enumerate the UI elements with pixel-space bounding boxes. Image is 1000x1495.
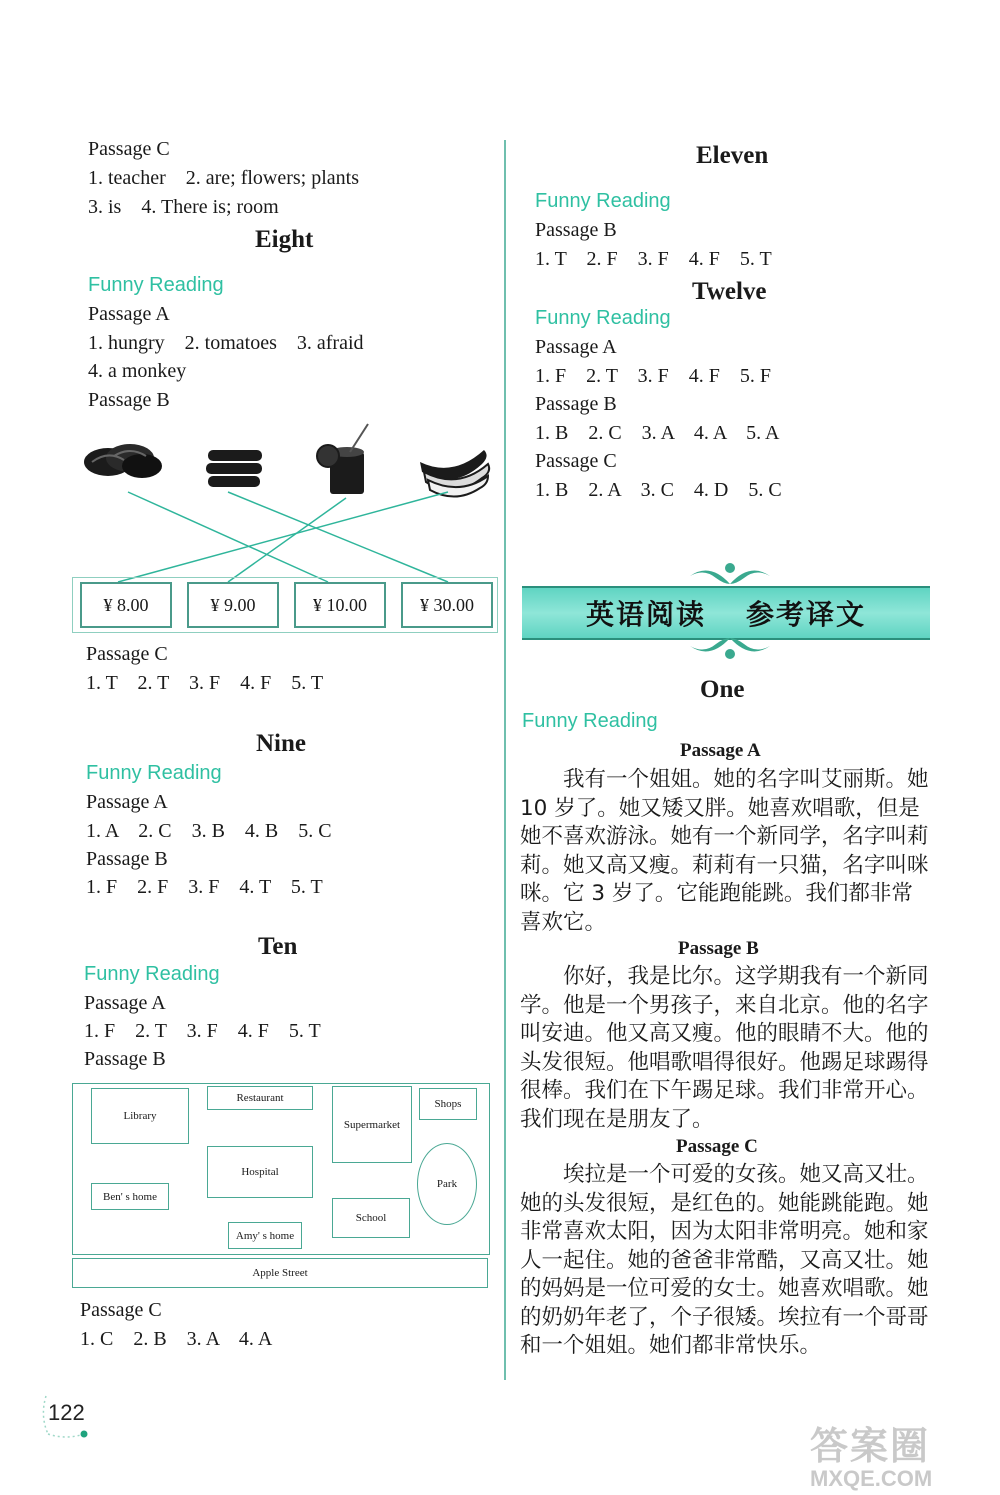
map-supermarket: Supermarket bbox=[332, 1086, 412, 1163]
funny-reading-label: Funny Reading bbox=[535, 307, 671, 329]
banner-right-text: 参考译文 bbox=[746, 598, 867, 631]
ten-passage-c-label: Passage C bbox=[80, 1299, 162, 1321]
translation-passage-c-title: Passage C bbox=[676, 1136, 758, 1157]
funny-reading-label: Funny Reading bbox=[86, 762, 222, 784]
map-apple-street: Apple Street bbox=[72, 1258, 488, 1288]
map-shops: Shops bbox=[419, 1088, 477, 1120]
twelve-passage-b-answers: 1. B 2. C 3. A 4. A 5. A bbox=[535, 422, 780, 444]
unit-heading-one: One bbox=[700, 676, 745, 703]
funny-reading-label: Funny Reading bbox=[522, 710, 658, 732]
seven-passage-c-line1: 1. teacher 2. are; flowers; plants bbox=[88, 167, 360, 189]
price-box-2: ¥ 9.00 bbox=[187, 582, 279, 628]
nine-passage-a-label: Passage A bbox=[86, 791, 168, 813]
price-box-4: ¥ 30.00 bbox=[401, 582, 493, 628]
twelve-passage-b-label: Passage B bbox=[535, 393, 617, 415]
twelve-passage-a-label: Passage A bbox=[535, 336, 617, 358]
match-line bbox=[228, 492, 448, 582]
translation-passage-a-title: Passage A bbox=[680, 740, 761, 761]
ten-passage-a-label: Passage A bbox=[84, 992, 166, 1014]
eight-passage-b-label: Passage B bbox=[88, 389, 170, 411]
watermark-bottom: MXQE.COM bbox=[810, 1466, 933, 1491]
map-restaurant: Restaurant bbox=[207, 1086, 313, 1110]
page-number: 122 bbox=[48, 1400, 85, 1425]
ornament-top-icon bbox=[680, 558, 780, 588]
column-divider bbox=[504, 140, 506, 1380]
eight-passage-c-answers: 1. T 2. T 3. F 4. F 5. T bbox=[86, 672, 324, 694]
translation-passage-a-text: 我有一个姐姐。她的名字叫艾丽斯。她 10 岁了。她又矮又胖。她喜欢唱歌，但是她不喜欢游泳。她有一个新同学，名字叫莉莉。她又高又瘦。莉莉有一只猫，名字叫咪咪。它 3 岁了。它能跑能跳。我们都非常喜欢它。 bbox=[520, 767, 929, 935]
eight-passage-a-line2: 4. a monkey bbox=[88, 360, 187, 382]
translation-passage-b-text: 你好，我是比尔。这学期我有一个新同学。他是一个男孩子，来自北京。他的名字叫安迪。他又高又瘦。他的眼睛不大。他的头发很短。他唱歌唱得很好。他踢足球踢得很棒。我们在下午踢足球。我们非常开心。我们现在是朋友了。 bbox=[520, 964, 929, 1132]
unit-heading-eleven: Eleven bbox=[696, 142, 769, 169]
map-school: School bbox=[332, 1198, 410, 1238]
unit-heading-ten: Ten bbox=[258, 933, 298, 960]
funny-reading-label: Funny Reading bbox=[84, 963, 220, 985]
eight-passage-a-line1: 1. hungry 2. tomatoes 3. afraid bbox=[88, 332, 364, 354]
funny-reading-label: Funny Reading bbox=[535, 190, 671, 212]
eight-passage-a-label: Passage A bbox=[88, 303, 170, 325]
match-line bbox=[228, 498, 346, 582]
price-box-3: ¥ 10.00 bbox=[294, 582, 386, 628]
ten-passage-a-answers: 1. F 2. T 3. F 4. F 5. T bbox=[84, 1020, 321, 1042]
ornament-bottom-icon bbox=[680, 636, 780, 664]
match-line bbox=[128, 492, 328, 582]
sausages-icon bbox=[206, 450, 262, 487]
translation-passage-b-title: Passage B bbox=[678, 938, 759, 959]
map-library: Library bbox=[91, 1088, 189, 1144]
eleven-passage-b-answers: 1. T 2. F 3. F 4. F 5. T bbox=[535, 248, 772, 270]
unit-heading-twelve: Twelve bbox=[692, 278, 767, 305]
food-matching-diagram bbox=[78, 420, 498, 590]
map-bens-home: Ben' s home bbox=[91, 1183, 169, 1210]
juice-icon bbox=[317, 424, 368, 494]
bananas-icon bbox=[420, 450, 489, 497]
unit-heading-eight: Eight bbox=[255, 226, 314, 253]
match-line bbox=[118, 492, 448, 582]
bread-icon bbox=[84, 444, 162, 478]
ten-passage-c-answers: 1. C 2. B 3. A 4. A bbox=[80, 1328, 273, 1350]
ten-passage-b-label: Passage B bbox=[84, 1048, 166, 1070]
map-park: Park bbox=[417, 1143, 477, 1225]
twelve-passage-c-label: Passage C bbox=[535, 450, 617, 472]
eight-passage-c-label: Passage C bbox=[86, 643, 168, 665]
banner-left-text: 英语阅读 bbox=[585, 598, 706, 631]
eleven-passage-b-label: Passage B bbox=[535, 219, 617, 241]
translation-passage-c-text: 埃拉是一个可爱的女孩。她又高又壮。她的头发很短，是红色的。她能跳能跑。她非常喜欢太阳，因为太阳非常明亮。她和家人一起住。她的爸爸非常酷，又高又壮。她的妈妈是一位可爱的女士。她喜欢唱歌。她的奶奶年老了，个子很矮。埃拉有一个哥哥和一个姐姐。她们都非常快乐。 bbox=[520, 1162, 929, 1358]
seven-passage-c-line2: 3. is 4. There is; room bbox=[88, 196, 279, 218]
map-amys-home: Amy' s home bbox=[228, 1222, 302, 1249]
unit-heading-nine: Nine bbox=[256, 730, 306, 757]
twelve-passage-a-answers: 1. F 2. T 3. F 4. F 5. F bbox=[535, 365, 771, 387]
price-box-1: ¥ 8.00 bbox=[80, 582, 172, 628]
nine-passage-a-answers: 1. A 2. C 3. B 4. B 5. C bbox=[86, 820, 332, 842]
seven-passage-c-label: Passage C bbox=[88, 138, 170, 160]
reference-translation-banner bbox=[522, 586, 930, 640]
twelve-passage-c-answers: 1. B 2. A 3. C 4. D 5. C bbox=[535, 479, 782, 501]
funny-reading-label: Funny Reading bbox=[88, 274, 224, 296]
map-hospital: Hospital bbox=[207, 1146, 313, 1198]
nine-passage-b-label: Passage B bbox=[86, 848, 168, 870]
nine-passage-b-answers: 1. F 2. F 3. F 4. T 5. T bbox=[86, 876, 323, 898]
watermark-top: 答案圈 bbox=[810, 1424, 931, 1468]
watermark bbox=[810, 1415, 990, 1490]
